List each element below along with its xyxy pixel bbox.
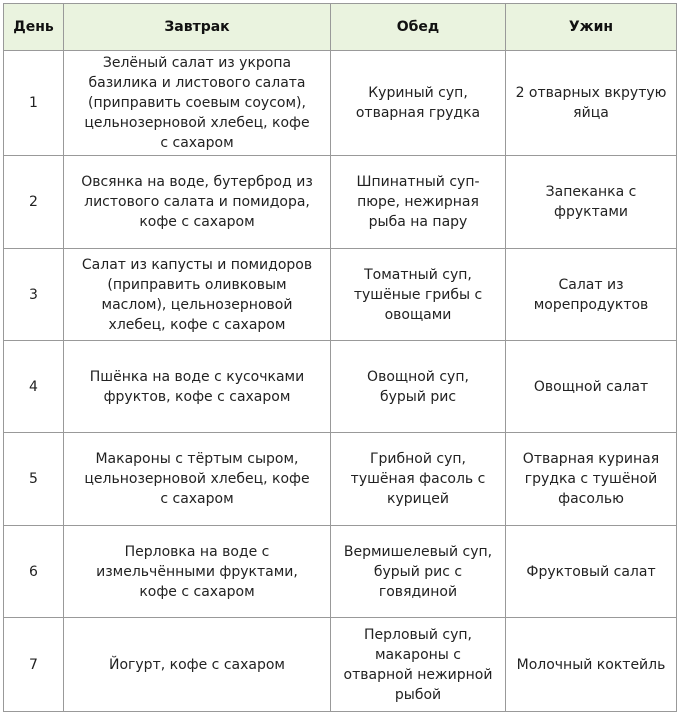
header-breakfast: Завтрак — [64, 4, 331, 51]
cell-line: с сахаром — [160, 491, 234, 507]
cell-line: макароны с — [375, 646, 461, 663]
cell-line: тушёная фасоль с — [350, 471, 486, 487]
breakfast-cell — [64, 341, 331, 433]
table-row — [4, 433, 677, 526]
header-dinner: Ужин — [506, 4, 677, 51]
day-cell: 3 — [4, 249, 64, 341]
table-row — [4, 156, 677, 249]
cell-line: Макароны с тёртым сыром, — [95, 451, 299, 467]
dinner-cell — [506, 156, 677, 249]
dinner-cell — [506, 341, 677, 433]
cell-line: Овощной суп, — [367, 368, 469, 385]
cell-line: Шпинатный суп- — [356, 174, 480, 190]
lunch-cell — [331, 433, 506, 526]
cell-line: Салат из капусты и помидоров — [81, 256, 313, 273]
table-row — [4, 51, 677, 156]
cell-line: Овсянка на воде, бутерброд из — [81, 174, 313, 190]
lunch-cell — [331, 618, 506, 712]
lunch-cell — [331, 249, 506, 341]
table-row — [4, 618, 677, 712]
cell-line: Отварная куриная — [522, 451, 660, 467]
breakfast-cell — [64, 526, 331, 618]
cell-line: бурый рис с — [373, 563, 463, 580]
dinner-cell — [506, 249, 677, 341]
cell-line: Фруктовый салат — [526, 563, 656, 580]
cell-line: кофе с сахаром — [139, 214, 255, 230]
cell-line: цельнозерновой хлебец, кофе — [84, 471, 310, 487]
day-cell: 2 — [4, 156, 64, 249]
cell-line: Овощной салат — [533, 378, 649, 395]
cell-line: Салат из — [558, 276, 624, 293]
cell-line: Вермишелевый суп, — [343, 543, 493, 560]
cell-line: отварной нежирной — [343, 666, 493, 683]
cell-line: листового салата и помидора, — [84, 194, 310, 210]
cell-line: рыба на пару — [368, 214, 468, 230]
cell-line: Молочный коктейль — [516, 656, 666, 673]
day-cell: 6 — [4, 526, 64, 618]
breakfast-cell — [64, 618, 331, 712]
dinner-cell — [506, 51, 677, 156]
day-cell: 5 — [4, 433, 64, 526]
header-row — [4, 4, 677, 51]
cell-line: с сахаром — [160, 135, 234, 151]
cell-line: базилика и листового салата — [88, 75, 306, 91]
cell-line: Зелёный салат из укропа — [102, 55, 292, 71]
cell-line: хлебец, кофе с сахаром — [108, 316, 286, 333]
cell-line: овощами — [384, 306, 452, 323]
day-cell: 7 — [4, 618, 64, 712]
lunch-cell — [331, 156, 506, 249]
cell-line: фруктами — [554, 204, 628, 220]
cell-line: цельнозерновой хлебец, кофе — [84, 115, 310, 131]
cell-line: тушёные грибы с — [353, 286, 483, 303]
day-cell: 4 — [4, 341, 64, 433]
cell-line: кофе с сахаром — [139, 583, 255, 600]
lunch-cell — [331, 526, 506, 618]
cell-line: Запеканка с — [545, 184, 637, 200]
header-lunch: Обед — [331, 4, 506, 51]
cell-line: курицей — [387, 491, 449, 507]
cell-line: грудка с тушёной — [524, 471, 658, 487]
cell-line: 2 отварных вкрутую — [515, 85, 667, 101]
cell-line: Грибной суп, — [369, 451, 466, 467]
cell-line: Куриный суп, — [368, 85, 468, 101]
dinner-cell — [506, 526, 677, 618]
breakfast-cell — [64, 156, 331, 249]
cell-line: яйца — [573, 105, 609, 121]
cell-line: отварная грудка — [355, 105, 481, 121]
cell-line: морепродуктов — [533, 296, 649, 313]
cell-line: фасолью — [558, 491, 624, 507]
day-cell: 1 — [4, 51, 64, 156]
cell-line: фруктов, кофе с сахаром — [103, 388, 291, 405]
table-row — [4, 526, 677, 618]
cell-line: (приправить оливковым — [107, 276, 287, 293]
breakfast-cell — [64, 249, 331, 341]
cell-line: Перловый суп, — [364, 626, 472, 643]
cell-line: (приправить соевым соусом), — [88, 95, 306, 111]
cell-line: Перловка на воде с — [124, 543, 270, 560]
header-day: День — [4, 4, 64, 51]
cell-line: говядиной — [378, 583, 458, 600]
lunch-cell — [331, 341, 506, 433]
meal-plan-table — [3, 3, 677, 712]
table-body — [4, 51, 677, 712]
dinner-cell — [506, 433, 677, 526]
cell-line: Пшёнка на воде с кусочками — [89, 368, 305, 385]
cell-line: Томатный суп, — [364, 266, 472, 283]
dinner-cell — [506, 618, 677, 712]
cell-line: Йогурт, кофе с сахаром — [109, 656, 285, 673]
breakfast-cell — [64, 51, 331, 156]
cell-line: маслом), цельнозерновой — [101, 296, 293, 313]
cell-line: пюре, нежирная — [357, 194, 479, 210]
lunch-cell — [331, 51, 506, 156]
cell-line: измельчёнными фруктами, — [96, 563, 298, 580]
table-row — [4, 249, 677, 341]
cell-line: бурый рис — [379, 388, 457, 405]
cell-line: рыбой — [394, 686, 442, 703]
table-row — [4, 341, 677, 433]
breakfast-cell — [64, 433, 331, 526]
